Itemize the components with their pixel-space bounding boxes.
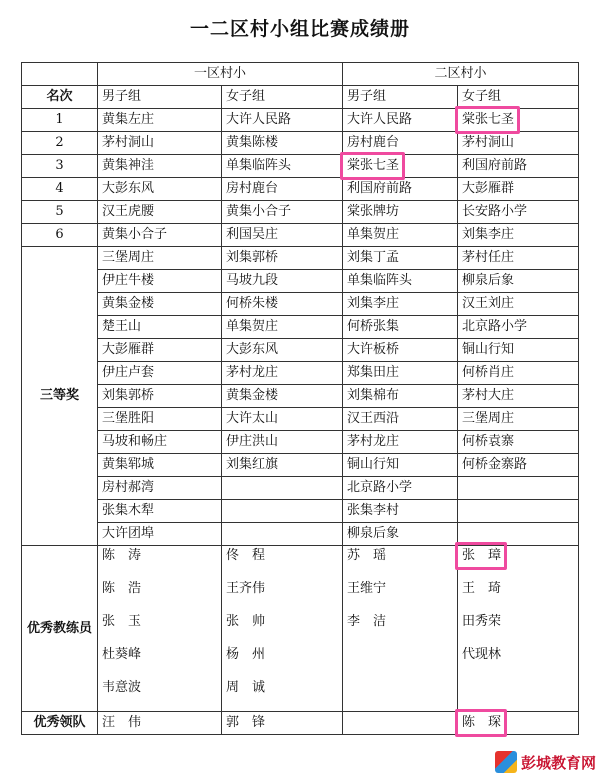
coach-name: 代现林 xyxy=(462,647,502,662)
third-prize-row xyxy=(22,362,579,385)
result-cell xyxy=(458,201,579,224)
result-cell: 何桥金寨路 xyxy=(458,454,579,477)
result-cell xyxy=(222,155,343,178)
page-title: 一二区村小组比赛成绩册 xyxy=(189,18,410,40)
result-cell xyxy=(343,201,458,224)
result-cell: 三堡周庄 xyxy=(458,408,579,431)
coach-line xyxy=(102,546,217,579)
result-name: 黄集左庄 xyxy=(102,112,155,127)
result-cell: 茅村龙庄 xyxy=(222,362,343,385)
coach-name: 周 诚 xyxy=(226,680,266,695)
result-name: 棠张牌坊 xyxy=(347,204,400,219)
third-prize-row xyxy=(22,339,579,362)
coach-row xyxy=(22,546,579,712)
result-cell: 铜山行知 xyxy=(458,339,579,362)
result-cell xyxy=(343,155,458,178)
result-cell: 柳泉后象 xyxy=(458,270,579,293)
result-cell: 三堡胜阳 xyxy=(98,408,222,431)
result-cell: 单集贺庄 xyxy=(222,316,343,339)
coach-name: 杜葵峰 xyxy=(102,647,142,662)
result-name-highlighted: 棠张七圣 xyxy=(462,110,514,130)
result-cell: 汉王西沿 xyxy=(343,408,458,431)
result-cell xyxy=(222,500,343,523)
result-name: 黄集小合子 xyxy=(102,227,168,242)
coach-name: 杨 州 xyxy=(226,647,266,662)
coach-line xyxy=(102,612,217,645)
result-cell xyxy=(222,477,343,500)
coach-line xyxy=(226,678,338,711)
result-cell: 伊庄牛楼 xyxy=(98,270,222,293)
result-name: 单集临阵头 xyxy=(226,158,292,173)
third-prize-row xyxy=(22,385,579,408)
ranked-rows xyxy=(22,109,579,247)
result-cell: 伊庄卢套 xyxy=(98,362,222,385)
result-cell xyxy=(458,109,579,132)
result-cell xyxy=(98,201,222,224)
result-cell: 柳泉后象 xyxy=(343,523,458,546)
rank-cell: 2 xyxy=(22,132,98,155)
result-cell: 郑集田庄 xyxy=(343,362,458,385)
third-prize-row xyxy=(22,270,579,293)
result-cell: 大彭雁群 xyxy=(98,339,222,362)
ranked-row xyxy=(22,224,579,247)
result-cell: 何桥张集 xyxy=(343,316,458,339)
result-cell xyxy=(98,178,222,201)
coach-name: 王维宁 xyxy=(347,581,387,596)
coach-name: 陈 浩 xyxy=(102,581,142,596)
coach-line xyxy=(462,612,574,645)
result-name: 大彭雁群 xyxy=(462,181,515,196)
coach-label: 优秀教练员 xyxy=(22,546,98,712)
result-cell xyxy=(343,109,458,132)
third-prize-row xyxy=(22,408,579,431)
result-cell: 大许板桥 xyxy=(343,339,458,362)
result-cell: 张集木犁 xyxy=(98,500,222,523)
col-header: 男子组 xyxy=(343,86,458,109)
result-name: 利国吴庄 xyxy=(226,227,279,242)
coach-line xyxy=(462,546,574,579)
ranked-row xyxy=(22,155,579,178)
col-header: 女子组 xyxy=(458,86,579,109)
result-name: 刘集李庄 xyxy=(462,227,515,242)
leader-cell xyxy=(458,712,579,735)
third-prize-label: 三等奖 xyxy=(22,247,98,546)
third-prize-row xyxy=(22,454,579,477)
result-cell: 大许团埠 xyxy=(98,523,222,546)
coach-line xyxy=(226,645,338,678)
coach-line xyxy=(226,579,338,612)
result-cell xyxy=(458,500,579,523)
result-name: 长安路小学 xyxy=(462,204,528,219)
coach-name: 苏 瑶 xyxy=(347,548,387,563)
result-name: 大彭东风 xyxy=(102,181,155,196)
result-cell xyxy=(222,178,343,201)
result-cell xyxy=(458,155,579,178)
result-cell: 刘集郭桥 xyxy=(98,385,222,408)
result-cell: 茅村任庄 xyxy=(458,247,579,270)
result-name: 单集贺庄 xyxy=(347,227,400,242)
group-1-header: 一区村小 xyxy=(98,63,343,86)
coach-line xyxy=(102,579,217,612)
result-cell xyxy=(458,178,579,201)
result-cell: 黄集金楼 xyxy=(98,293,222,316)
result-cell: 单集临阵头 xyxy=(343,270,458,293)
logo-icon xyxy=(495,751,517,773)
watermark-logo xyxy=(495,749,596,775)
coach-name: 张 帅 xyxy=(226,614,266,629)
result-cell: 房村郝湾 xyxy=(98,477,222,500)
coach-name: 佟 程 xyxy=(226,548,266,563)
coach-column xyxy=(343,546,458,712)
result-cell: 张集李村 xyxy=(343,500,458,523)
corner-cell xyxy=(22,63,98,86)
result-name: 黄集神洼 xyxy=(102,158,155,173)
coach-line xyxy=(102,645,217,678)
coach-name-highlighted: 张 璋 xyxy=(462,546,501,566)
result-cell: 刘集棉布 xyxy=(343,385,458,408)
result-name: 利国府前路 xyxy=(347,181,413,196)
coach-name: 王齐伟 xyxy=(226,581,266,596)
result-cell: 马坡九段 xyxy=(222,270,343,293)
result-cell: 大许太山 xyxy=(222,408,343,431)
leader-label: 优秀领队 xyxy=(22,712,98,735)
result-cell xyxy=(458,224,579,247)
third-prize-row xyxy=(22,316,579,339)
result-cell xyxy=(98,155,222,178)
leader-cell xyxy=(222,712,343,735)
coach-name: 陈 涛 xyxy=(102,548,142,563)
coach-column xyxy=(98,546,222,712)
result-cell: 何桥袁寨 xyxy=(458,431,579,454)
result-cell: 铜山行知 xyxy=(343,454,458,477)
leader-row xyxy=(22,712,579,735)
coach-line xyxy=(462,579,574,612)
result-cell: 汉王刘庄 xyxy=(458,293,579,316)
result-name: 大许人民路 xyxy=(226,112,292,127)
third-prize-row xyxy=(22,247,579,270)
third-prize-row xyxy=(22,293,579,316)
result-name: 房村鹿台 xyxy=(226,181,279,196)
result-cell: 北京路小学 xyxy=(343,477,458,500)
result-cell: 黄集金楼 xyxy=(222,385,343,408)
result-cell xyxy=(222,132,343,155)
coach-name: 王 琦 xyxy=(462,581,502,596)
coach-line xyxy=(226,546,338,579)
result-cell xyxy=(222,201,343,224)
result-cell: 刘集红旗 xyxy=(222,454,343,477)
result-cell xyxy=(98,109,222,132)
result-cell: 何桥朱楼 xyxy=(222,293,343,316)
result-cell: 大彭东风 xyxy=(222,339,343,362)
result-cell xyxy=(98,132,222,155)
third-prize-row xyxy=(22,477,579,500)
rank-cell: 3 xyxy=(22,155,98,178)
coach-line xyxy=(226,612,338,645)
rank-cell: 6 xyxy=(22,224,98,247)
coach-name: 李 洁 xyxy=(347,614,387,629)
result-cell: 楚王山 xyxy=(98,316,222,339)
leader-name-highlighted: 陈 琛 xyxy=(462,713,501,733)
rank-cell: 4 xyxy=(22,178,98,201)
result-cell xyxy=(222,523,343,546)
leader-name: 郭 锋 xyxy=(226,715,266,730)
watermark-text: 彭城教育网 xyxy=(520,753,596,772)
result-cell: 马坡和畅庄 xyxy=(98,431,222,454)
result-name: 茅村洞山 xyxy=(102,135,155,150)
result-cell: 何桥肖庄 xyxy=(458,362,579,385)
result-cell xyxy=(343,178,458,201)
coach-line xyxy=(347,579,453,612)
result-name: 黄集小合子 xyxy=(226,204,292,219)
result-name: 大许人民路 xyxy=(347,112,413,127)
rank-cell: 1 xyxy=(22,109,98,132)
ranked-row xyxy=(22,178,579,201)
result-cell xyxy=(458,477,579,500)
coach-line xyxy=(102,678,217,711)
result-cell: 伊庄洪山 xyxy=(222,431,343,454)
ranked-row xyxy=(22,132,579,155)
result-name: 茅村洞山 xyxy=(462,135,515,150)
result-cell: 北京路小学 xyxy=(458,316,579,339)
result-name: 利国府前路 xyxy=(462,158,528,173)
coach-line xyxy=(347,546,453,579)
ranked-row xyxy=(22,201,579,224)
result-cell: 茅村大庄 xyxy=(458,385,579,408)
result-name: 黄集陈楼 xyxy=(226,135,279,150)
col-header: 女子组 xyxy=(222,86,343,109)
coach-column xyxy=(458,546,579,712)
result-name: 房村鹿台 xyxy=(347,135,400,150)
coach-name: 张 玉 xyxy=(102,614,142,629)
group-2-header: 二区村小 xyxy=(343,63,579,86)
result-cell xyxy=(222,109,343,132)
result-name: 汉王虎腰 xyxy=(102,204,155,219)
group-header-row xyxy=(22,63,579,86)
result-cell: 黄集郓城 xyxy=(98,454,222,477)
results-table xyxy=(21,62,579,735)
leader-name: 汪 伟 xyxy=(102,715,142,730)
result-cell xyxy=(343,224,458,247)
result-cell: 三堡周庄 xyxy=(98,247,222,270)
rank-header: 名次 xyxy=(22,86,98,109)
result-cell xyxy=(222,224,343,247)
third-prize-row xyxy=(22,500,579,523)
rank-cell: 5 xyxy=(22,201,98,224)
col-header: 男子组 xyxy=(98,86,222,109)
coach-column xyxy=(222,546,343,712)
result-cell: 茅村龙庄 xyxy=(343,431,458,454)
third-prize-rows xyxy=(22,247,579,546)
result-cell: 刘集郭桥 xyxy=(222,247,343,270)
coach-line xyxy=(462,645,574,678)
result-cell: 刘集李庄 xyxy=(343,293,458,316)
result-cell xyxy=(458,132,579,155)
result-name-highlighted: 棠张七圣 xyxy=(347,156,399,176)
third-prize-row xyxy=(22,431,579,454)
leader-cell xyxy=(98,712,222,735)
leader-cell xyxy=(343,712,458,735)
result-cell: 刘集丁孟 xyxy=(343,247,458,270)
coach-name: 韦意波 xyxy=(102,680,142,695)
result-cell xyxy=(98,224,222,247)
ranked-row xyxy=(22,109,579,132)
coach-line xyxy=(347,612,453,645)
coach-name: 田秀荣 xyxy=(462,614,502,629)
